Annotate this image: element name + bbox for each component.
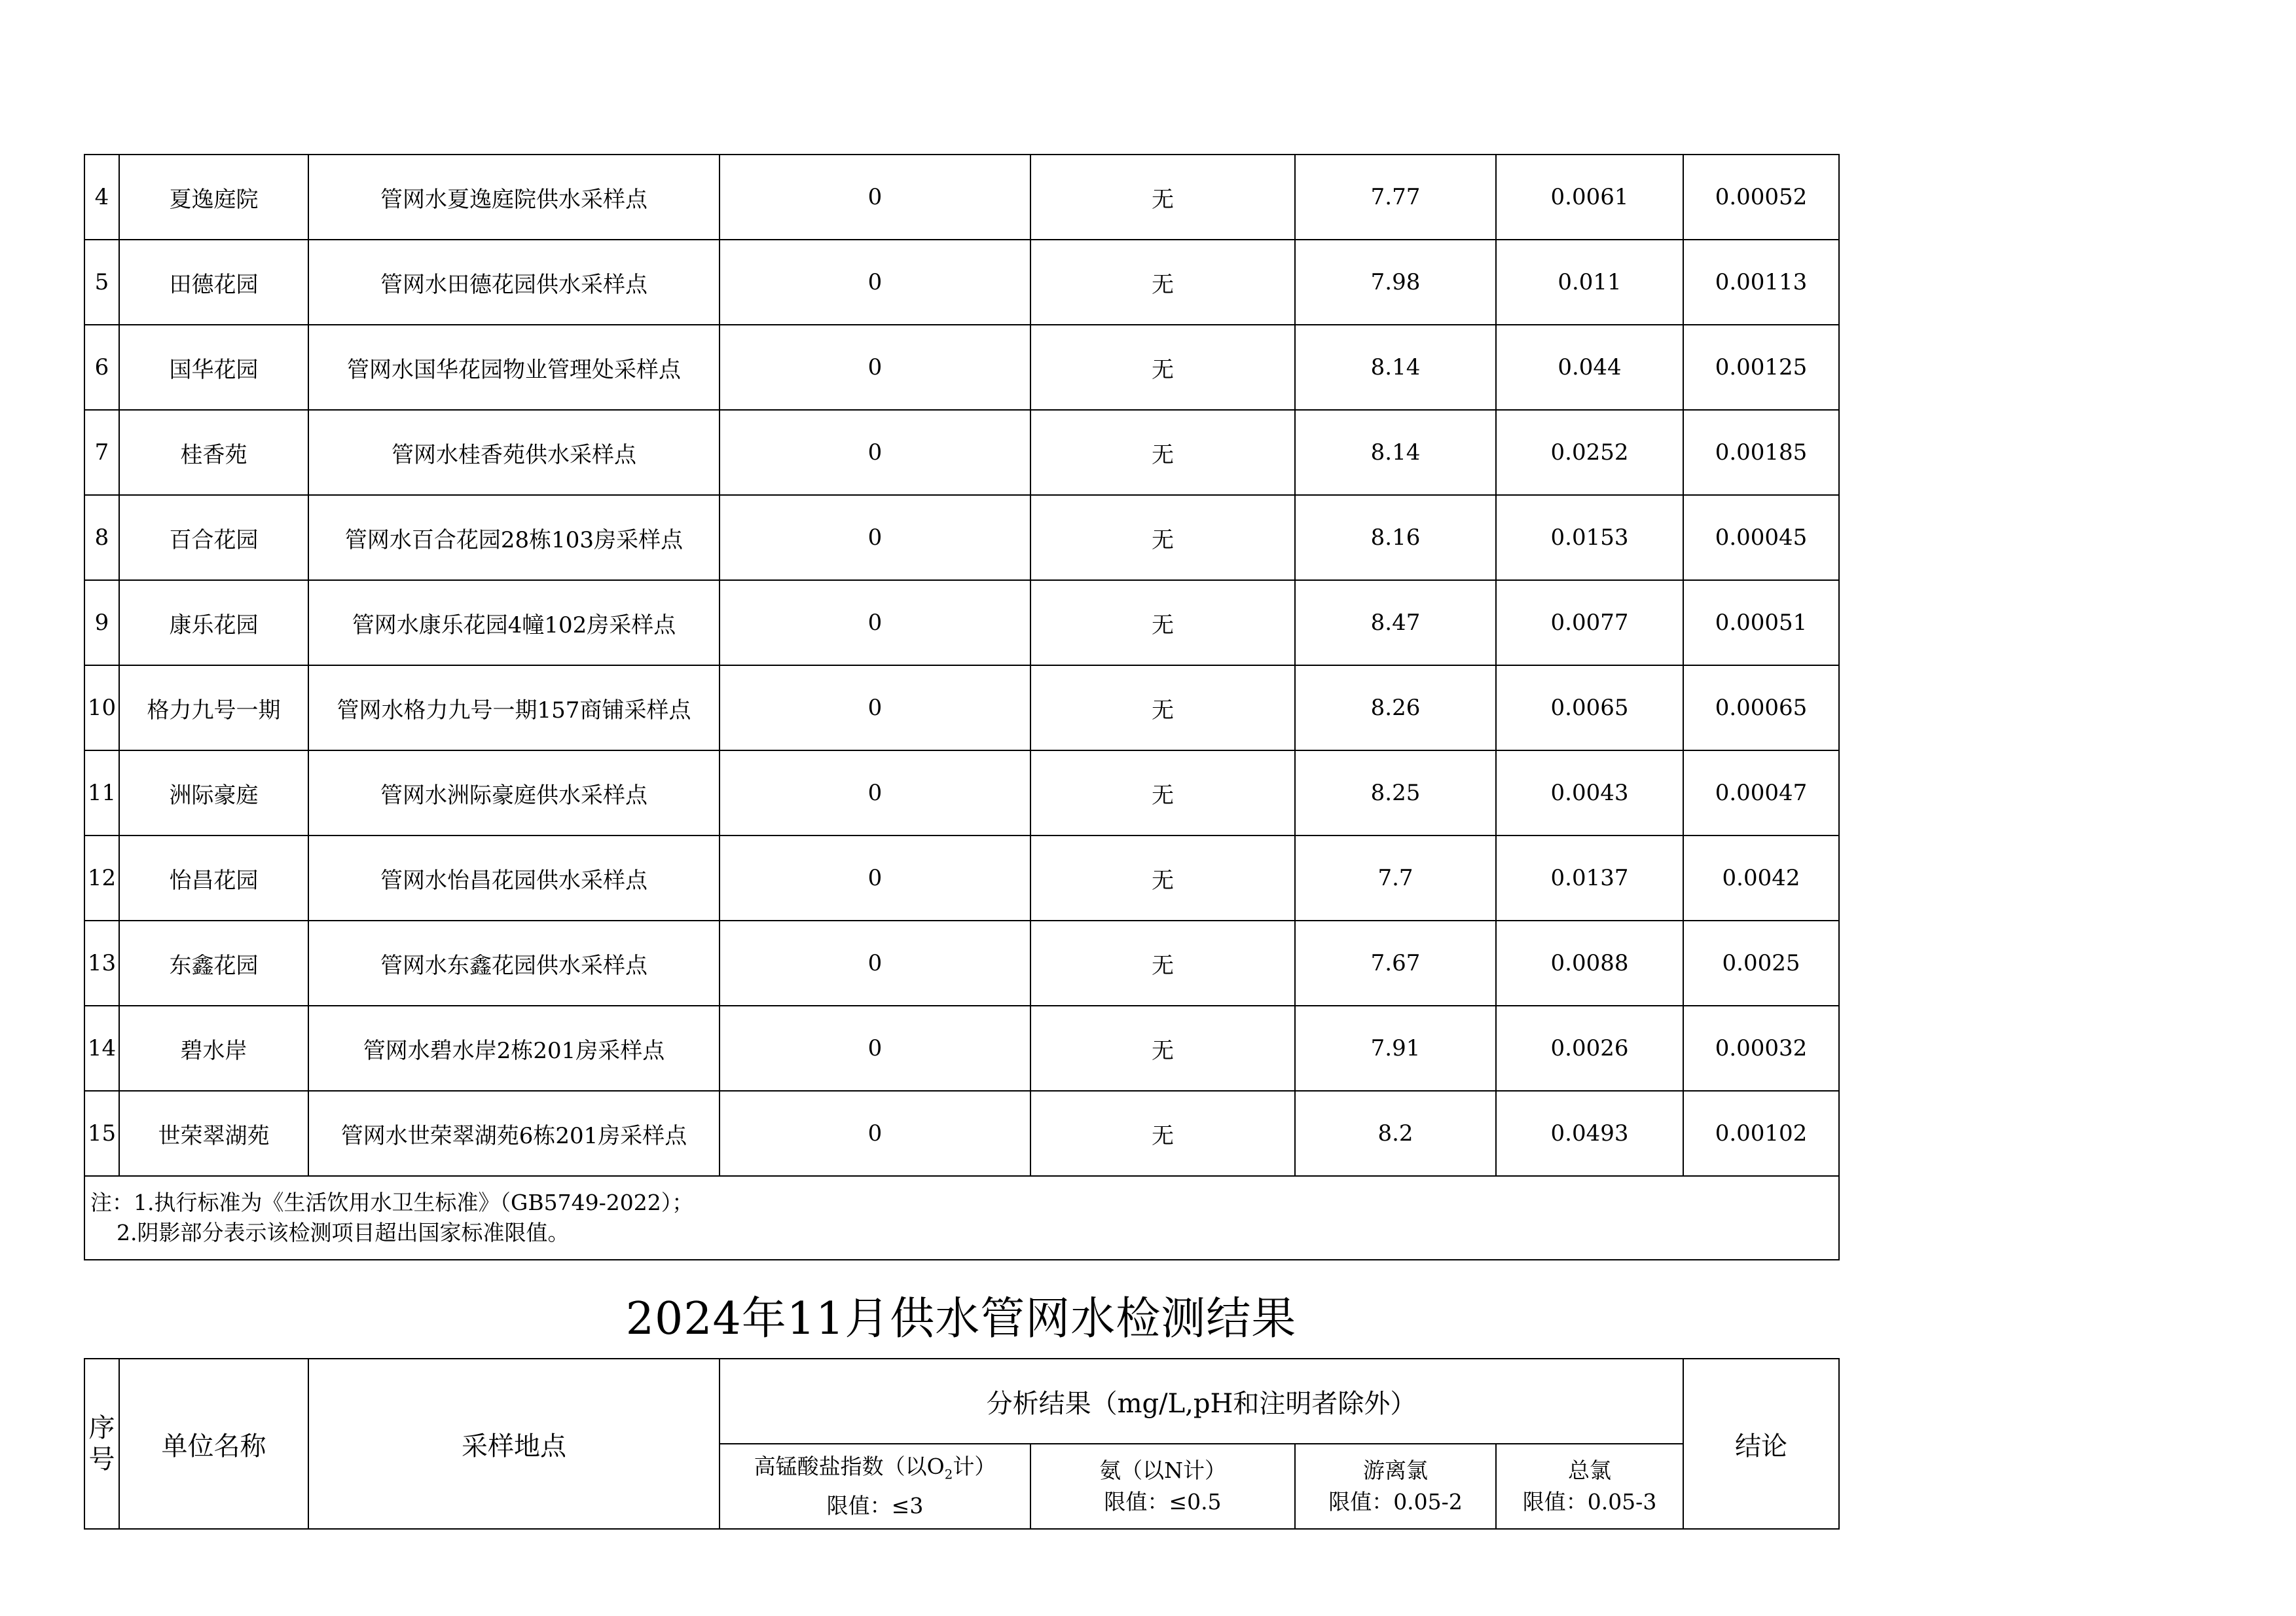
permanganate-name: 高锰酸盐指数（以$O_2$计） <box>754 1453 996 1482</box>
ammonia-value: 无 <box>1030 750 1295 836</box>
ammonia-value: 无 <box>1030 495 1295 580</box>
free-chlorine-value: 8.26 <box>1295 665 1496 750</box>
unit-name: 碧水岸 <box>119 1006 308 1091</box>
unit-name: 洲际豪庭 <box>119 750 308 836</box>
header-unit: 单位名称 <box>119 1359 308 1529</box>
section-title: 2024年11月供水管网水检测结果 <box>625 1293 1297 1345</box>
table-row <box>84 325 1839 410</box>
total-chlorine-value: 0.0043 <box>1496 750 1683 836</box>
header-total-chlorine <box>1496 1444 1683 1529</box>
permanganate-limit: 限值：≤3 <box>826 1493 924 1519</box>
free-chlorine-value: 8.25 <box>1295 750 1496 836</box>
header-ammonia <box>1030 1444 1295 1529</box>
ammonia-value: 无 <box>1030 580 1295 665</box>
ammonia-value: 无 <box>1030 921 1295 1006</box>
row-number: 7 <box>84 410 119 495</box>
table-row <box>84 1091 1839 1176</box>
header-conclusion: 结论 <box>1683 1359 1839 1529</box>
total-chlorine-value: 0.044 <box>1496 325 1683 410</box>
row-number: 13 <box>84 921 119 1006</box>
sampling-site: 管网水桂香苑供水采样点 <box>308 410 720 495</box>
conclusion-value: 0.00052 <box>1683 155 1839 240</box>
table-row <box>84 750 1839 836</box>
ammonia-value: 无 <box>1030 1006 1295 1091</box>
free-chlorine-value: 7.98 <box>1295 240 1496 325</box>
header-seq: 序号 <box>84 1359 119 1529</box>
conclusion-value: 0.00125 <box>1683 325 1839 410</box>
sampling-site: 管网水格力九号一期157商铺采样点 <box>308 665 720 750</box>
free-chlorine-value: 8.2 <box>1295 1091 1496 1176</box>
total-chlorine-value: 0.0088 <box>1496 921 1683 1006</box>
table-row <box>84 410 1839 495</box>
notes-cell <box>84 1176 1839 1260</box>
total-chlorine-name: 总氯 <box>1568 1458 1612 1483</box>
sampling-site: 管网水洲际豪庭供水采样点 <box>308 750 720 836</box>
conclusion-value: 0.00045 <box>1683 495 1839 580</box>
conclusion-value: 0.00185 <box>1683 410 1839 495</box>
conclusion-value: 0.00032 <box>1683 1006 1839 1091</box>
row-number: 6 <box>84 325 119 410</box>
free-chlorine-value: 8.16 <box>1295 495 1496 580</box>
unit-name: 格力九号一期 <box>119 665 308 750</box>
table-row <box>84 495 1839 580</box>
total-chlorine-value: 0.011 <box>1496 240 1683 325</box>
conclusion-value: 0.0025 <box>1683 921 1839 1006</box>
ammonia-value: 无 <box>1030 1091 1295 1176</box>
ammonia-value: 无 <box>1030 325 1295 410</box>
conclusion-value: 0.00113 <box>1683 240 1839 325</box>
unit-name: 桂香苑 <box>119 410 308 495</box>
ammonia-value: 无 <box>1030 240 1295 325</box>
table-row <box>84 1006 1839 1091</box>
header-free-chlorine <box>1295 1444 1496 1529</box>
table-row <box>84 836 1839 921</box>
unit-name: 东鑫花园 <box>119 921 308 1006</box>
row-number: 11 <box>84 750 119 836</box>
unit-name: 百合花园 <box>119 495 308 580</box>
sampling-site: 管网水碧水岸2栋201房采样点 <box>308 1006 720 1091</box>
total-chlorine-value: 0.0153 <box>1496 495 1683 580</box>
free-chlorine-value: 7.67 <box>1295 921 1496 1006</box>
free-chlorine-value: 8.14 <box>1295 325 1496 410</box>
sampling-site: 管网水东鑫花园供水采样点 <box>308 921 720 1006</box>
ammonia-value: 无 <box>1030 410 1295 495</box>
total-chlorine-value: 0.0493 <box>1496 1091 1683 1176</box>
table-row <box>84 580 1839 665</box>
row-number: 12 <box>84 836 119 921</box>
total-chlorine-value: 0.0252 <box>1496 410 1683 495</box>
permanganate-value: 0 <box>720 325 1030 410</box>
unit-name: 世荣翠湖苑 <box>119 1091 308 1176</box>
permanganate-value: 0 <box>720 495 1030 580</box>
ammonia-value: 无 <box>1030 155 1295 240</box>
permanganate-value: 0 <box>720 921 1030 1006</box>
permanganate-value: 0 <box>720 155 1030 240</box>
sampling-site: 管网水夏逸庭院供水采样点 <box>308 155 720 240</box>
ammonia-value: 无 <box>1030 665 1295 750</box>
results-table-continued <box>84 154 1840 1260</box>
table-row <box>84 665 1839 750</box>
conclusion-value: 0.00065 <box>1683 665 1839 750</box>
note-line-1: 注：1.执行标准为《生活饮用水卫生标准》（GB5749-2022）； <box>90 1190 694 1215</box>
permanganate-value: 0 <box>720 750 1030 836</box>
permanganate-value: 0 <box>720 1091 1030 1176</box>
note-line-2: 2.阴影部分表示该检测项目超出国家标准限值。 <box>117 1220 570 1245</box>
total-chlorine-value: 0.0137 <box>1496 836 1683 921</box>
ammonia-value: 无 <box>1030 836 1295 921</box>
header-row-1 <box>84 1359 1839 1444</box>
unit-name: 国华花园 <box>119 325 308 410</box>
sampling-site: 管网水国华花园物业管理处采样点 <box>308 325 720 410</box>
free-chlorine-value: 8.47 <box>1295 580 1496 665</box>
sampling-site: 管网水世荣翠湖苑6栋201房采样点 <box>308 1091 720 1176</box>
free-chlorine-value: 7.91 <box>1295 1006 1496 1091</box>
table-row <box>84 155 1839 240</box>
ammonia-name: 氨（以N计） <box>1099 1458 1226 1483</box>
unit-name: 田德花园 <box>119 240 308 325</box>
row-number: 5 <box>84 240 119 325</box>
row-number: 10 <box>84 665 119 750</box>
sampling-site: 管网水田德花园供水采样点 <box>308 240 720 325</box>
unit-name: 康乐花园 <box>119 580 308 665</box>
unit-name: 怡昌花园 <box>119 836 308 921</box>
permanganate-value: 0 <box>720 665 1030 750</box>
row-number: 4 <box>84 155 119 240</box>
total-chlorine-value: 0.0026 <box>1496 1006 1683 1091</box>
free-chlorine-value: 7.77 <box>1295 155 1496 240</box>
header-permanganate <box>720 1444 1030 1529</box>
conclusion-value: 0.00102 <box>1683 1091 1839 1176</box>
free-chlorine-value: 7.7 <box>1295 836 1496 921</box>
permanganate-value: 0 <box>720 240 1030 325</box>
header-analysis: 分析结果（mg/L,pH和注明者除外） <box>720 1359 1683 1444</box>
permanganate-value: 0 <box>720 410 1030 495</box>
total-chlorine-value: 0.0077 <box>1496 580 1683 665</box>
sampling-site: 管网水康乐花园4幢102房采样点 <box>308 580 720 665</box>
free-chlorine-value: 8.14 <box>1295 410 1496 495</box>
header-site: 采样地点 <box>308 1359 720 1529</box>
free-chlorine-name: 游离氯 <box>1363 1458 1428 1483</box>
table-row <box>84 240 1839 325</box>
ammonia-limit: 限值：≤0.5 <box>1104 1489 1222 1515</box>
conclusion-value: 0.00047 <box>1683 750 1839 836</box>
total-chlorine-value: 0.0061 <box>1496 155 1683 240</box>
row-number: 14 <box>84 1006 119 1091</box>
row-number: 8 <box>84 495 119 580</box>
row-number: 15 <box>84 1091 119 1176</box>
conclusion-value: 0.0042 <box>1683 836 1839 921</box>
total-chlorine-value: 0.0065 <box>1496 665 1683 750</box>
unit-name: 夏逸庭院 <box>119 155 308 240</box>
free-chlorine-limit: 限值：0.05-2 <box>1328 1489 1463 1515</box>
conclusion-value: 0.00051 <box>1683 580 1839 665</box>
sampling-site: 管网水百合花园28栋103房采样点 <box>308 495 720 580</box>
total-chlorine-limit: 限值：0.05-3 <box>1522 1489 1657 1515</box>
table-row <box>84 921 1839 1006</box>
permanganate-value: 0 <box>720 580 1030 665</box>
permanganate-value: 0 <box>720 836 1030 921</box>
permanganate-value: 0 <box>720 1006 1030 1091</box>
row-number: 9 <box>84 580 119 665</box>
notes-row <box>84 1176 1839 1260</box>
results-table-header <box>84 1358 1840 1530</box>
sampling-site: 管网水怡昌花园供水采样点 <box>308 836 720 921</box>
